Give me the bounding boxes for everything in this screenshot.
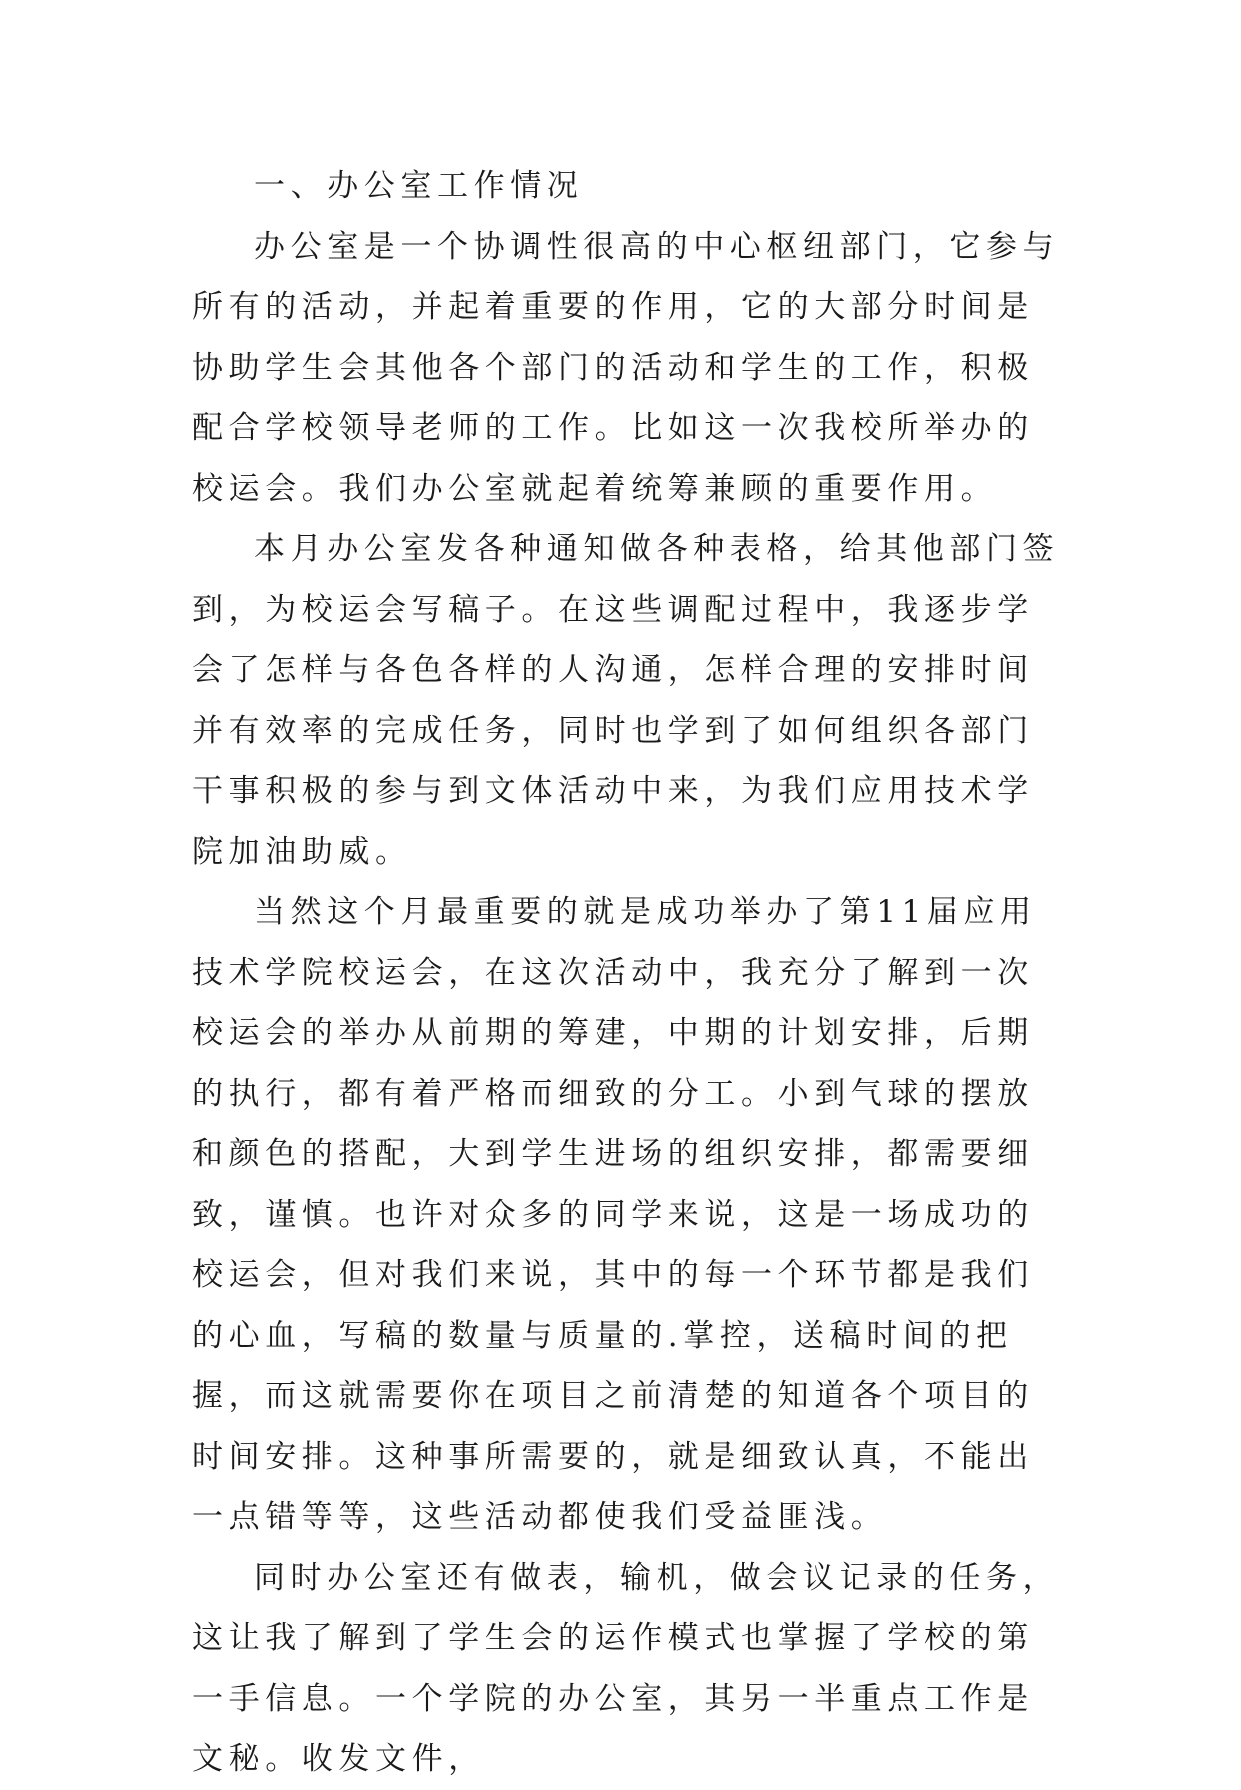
- paragraph-sports-meet: 当然这个月最重要的就是成功举办了第11届应用技术学院校运会，在这次活动中，我充分了解到一次校运会的举办从前期的筹建，中期的计划安排，后期的执行，都有着严格而细致的分工。小到气球的摆放和颜色的搭配，大到学生进场的组织安排，都需要细致，谨慎。也许对众多的同学来说，这是一场成功的校运会，但对我们来说，其中的每一个环节都是我们的心血，写稿的数量与质量的.掌控，送稿时间的把握，而这就需要你在项目之前清楚的知道各个项目的时间安排。这种事所需要的，就是细致认真，不能出一点错等等，这些活动都使我们受益匪浅。: [192, 894, 1037, 1535]
- section-heading: 一、办公室工作情况: [254, 168, 584, 204]
- paragraph-monthly-tasks: 本月办公室发各种通知做各种表格，给其他部门签到，为校运会写稿子。在这些调配过程中，我逐步学会了怎样与各色各样的人沟通，怎样合理的安排时间并有效率的完成任务，同时也学到了如何组织各部门干事积极的参与到文体活动中来，为我们应用技术学院加油助威。: [192, 531, 1060, 870]
- document-body: [192, 156, 1062, 1790]
- paragraph-secretarial-work: 同时办公室还有做表，输机，做会议记录的任务，这让我了解到了学生会的运作模式也掌握了学校的第一手信息。一个学院的办公室，其另一半重点工作是文秘。收发文件，: [192, 1559, 1060, 1777]
- paragraph-office-role: 办公室是一个协调性很高的中心枢纽部门，它参与所有的活动，并起着重要的作用，它的大部分时间是协助学生会其他各个部门的活动和学生的工作，积极配合学校领导老师的工作。比如这一次我校所举办的校运会。我们办公室就起着统筹兼顾的重要作用。: [192, 228, 1060, 507]
